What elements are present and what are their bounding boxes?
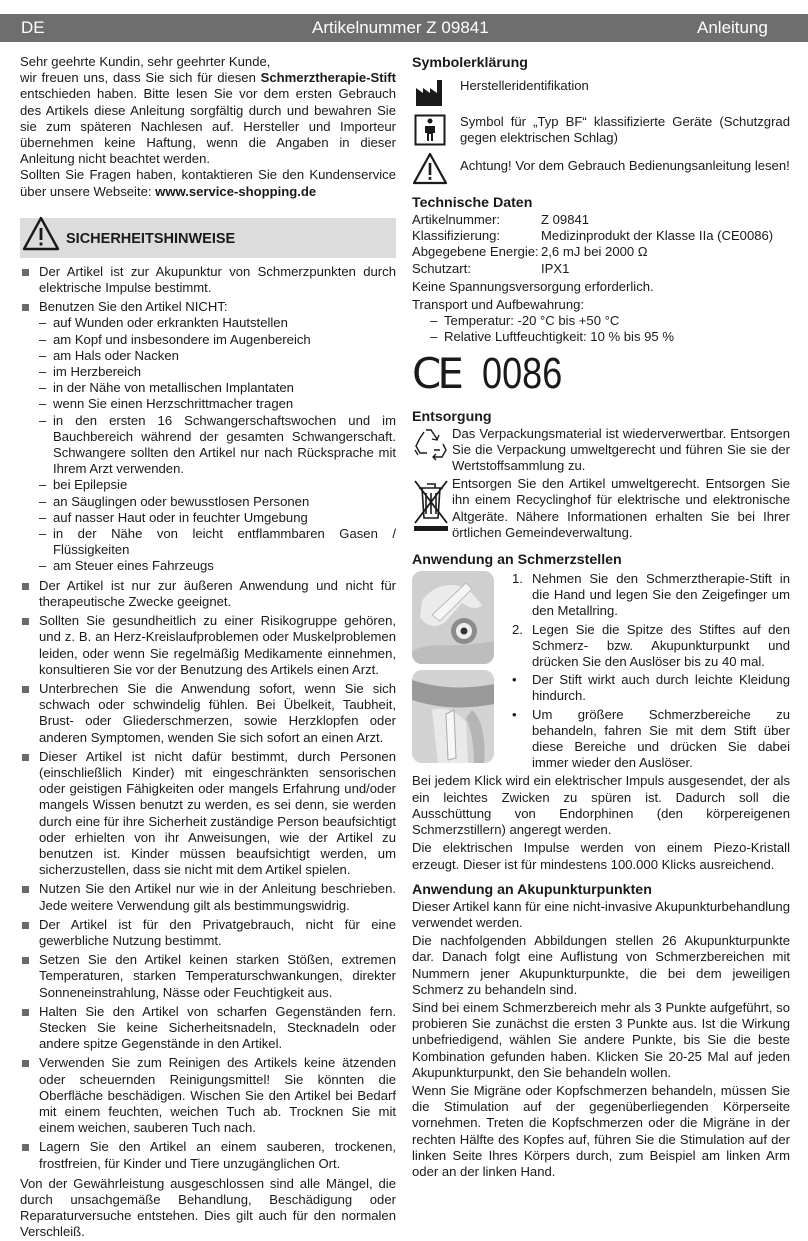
acupuncture-title: Anwendung an Akupunkturpunkten [412,881,652,898]
list-item: – in der Nähe von leicht entflammbaren Gasen / Flüssigkeiten [39,526,396,558]
left-column [20,54,396,1241]
disposal-packaging: Das Verpackungsmaterial ist wiederverwertbar. Entsorgen Sie die Verpackung umweltgerecht und führen Sie sie der Wertstoffsammlung zu. [412,426,790,475]
pen-on-finger-illustration [412,571,494,664]
list-item: – in der Nähe von metallischen Implantaten [39,380,396,396]
list-item: – auf Wunden oder erkrankten Hautstellen [39,315,396,331]
list-item: Verwenden Sie zum Reinigen des Artikels keine ätzenden oder scheuernden Reinigungsmittel! Sie könnten die Oberfläche beschädigen. Wischen Sie den Artikel bei Bedarf mit einem feuchten, weichen Tuch ab. Trocknen Sie mit einem weichen, sauberen Tuch nach. [20,1055,396,1136]
disposal-title: Entsorgung [412,408,492,425]
list-item: Lagern Sie den Artikel an einem sauberen, trockenen, frostfreien, für Kinder und Tiere unzugänglichen Ort. [20,1139,396,1171]
safety-title: SICHERHEITSHINWEISE [66,230,236,247]
symbol-row-manufacturer: Herstelleridentifikation [412,76,790,114]
list-item: Setzen Sie den Artikel keinen starken Stößen, extremen Temperaturen, starken Temperaturschwankungen, direkter Sonneneinstrahlung, Nässe oder Feuchtigkeit aus. [20,952,396,1001]
page-header [0,14,808,42]
list-item: Benutzen Sie den Artikel NICHT: – auf Wunden oder erkrankten Hautstellen – am Kopf und insbesondere im Augenbereich – am Hals oder Nacken – im Herzbereich – in der Nähe von metallischen Implantaten – wenn Sie einen Herzschrittmacher tragen – in den ersten 16 Schwangerschaftswochen und im Bauchbereich während der gesamten Schwangerschaft. Schwangere sollten den Artikel nur nach Rücksprache mit Ihrem Arzt verwenden. – bei Epilepsie – an Säuglingen oder bewusstlosen Personen – auf nasser Haut oder in feuchter Umgebung – in der Nähe von leicht entflammbaren Gasen / Flüssigkeiten – am Steuer eines Fahrzeugs [20,299,396,574]
list-item: Halten Sie den Artikel von scharfen Gegenständen fern. Stecken Sie keine Sicherheitsnadeln, Stecknadeln oder andere spitze Gegenstände in den Artikel. [20,1004,396,1053]
pen-on-arm-illustration [412,670,494,763]
list-item: Dieser Artikel ist nicht dafür bestimmt, durch Personen (einschließlich Kinder) mit eingeschränkten sensorischen oder geistigen Fähigkeiten oder mangels Erfahrung und/oder mangels Wissen benutzt zu werden, es sei denn, sie werden durch eine für ihre Sicherheit zuständige Person beaufsichtigt oder erhielten von ihr Anweisungen, wie der Artikel zu benutzen ist. Kinder müssen beaufsichtigt werden, um sicherzustellen, dass sie nicht mit dem Artikel spielen. [20,749,396,879]
manufacturer-icon [414,78,444,108]
list-item: Sollten Sie gesundheitlich zu einer Risikogruppe gehören, und z. B. an Herz-Kreislaufproblemen oder Muskelproblemen leiden, oder wenn Sie regelmäßig Medikamente einnehmen, konsultieren Sie vor der Benutzung des Artikels einen Arzt. [20,613,396,678]
tech-row: Artikelnummer: Z 09841 [412,212,590,227]
document-type: Anleitung [697,18,768,37]
usage-title: Anwendung an Schmerzstellen [412,552,622,569]
intro-section [20,54,396,200]
list-item: – bei Epilepsie [39,477,396,493]
usage-block [412,571,790,773]
list-item: – Temperatur: -20 °C bis +50 °C [430,313,790,329]
tech-row: Klassifizierung: Medizinprodukt der Klasse IIa (CE0086) [412,228,774,244]
list-item: 2. Legen Sie die Spitze des Stiftes auf den Schmerz- bzw. Akupunkturpunkt und drücken Sie den Auslöser bis zu 40 mal. [512,621,790,670]
article-number: Artikelnummer Z 09841 [312,18,489,37]
acupuncture-paragraph: Sind bei einem Schmerzbereich mehr als 3 Punkte aufgeführt, so probieren Sie zunächst die ersten 3 Punkte aus. Ist die Wirkung unbefriedigend, wählen Sie andere Punkte, bis Sie die beste Kombination gefunden haben. Klicken Sie 20-25 Mal auf jeden Akupunkturpunkt, den Sie behandeln wollen. [412,999,790,1080]
ce-logo: CE [412,348,460,398]
list-item: • Um größere Schmerzbereiche zu behandeln, fahren Sie mit dem Stift über diese Bereiche und drücken Sie dabei immer wieder den Auslöser. [512,706,790,771]
type-bf-icon [414,114,446,146]
list-item: – auf nasser Haut oder in feuchter Umgebung [39,510,396,526]
ce-mark [412,348,790,400]
list-item: 1. Nehmen Sie den Schmerztherapie-Stift in die Hand und legen Sie den Zeigefinger um den Metallring. [512,571,790,619]
arm-pen-photo [412,670,494,763]
tech-row: Abgegebene Energie: 2,6 mJ bei 2000 Ω [412,244,648,260]
usage-steps [512,571,790,773]
list-item: Unterbrechen Sie die Anwendung sofort, wenn Sie sich schwach oder schwindelig fühlen. Bei Übelkeit, Taubheit, Brust- oder Gliederschmerzen, sowie Herzklopfen oder anderen Symptomen, wenden Sie sich sofort an einen Arzt. [20,681,396,746]
warranty-text: Von der Gewährleistung ausgeschlossen sind alle Mängel, die durch unsachgemäße Behandlung, Beschädigung oder Reparaturversuche entstehen. Dies gilt auch für den normalen Verschleiß. [20,1175,396,1240]
right-column [412,54,790,1180]
tech-row: Schutzart: IPX1 [412,260,570,276]
warning-triangle-icon [22,215,60,253]
not-use-list [39,315,396,574]
list-item: – am Steuer eines Fahrzeugs [39,558,396,574]
list-item: Der Artikel ist zur Akupunktur von Schmerzpunkten durch elektrische Impulse bestimmt. [20,264,396,296]
symbols-title: Symbolerklärung [412,55,528,71]
list-item: Nutzen Sie den Artikel nur wie in der Anleitung beschrieben. Jede weitere Verwendung gilt als bestimmungswidrig. [20,881,396,913]
usage-paragraph: Die elektrischen Impulse werden von einem Piezo-Kristall erzeugt. Dieser ist für mindestens 100.000 Klicks ausreichend. [412,840,790,872]
acupuncture-paragraph: Die nachfolgenden Abbildungen stellen 26 Akupunkturpunkte dar. Danach folgt eine Auflistung von Schmerzbereichen mit Nummern jener Akupunkturpunkte, die bei dem jeweiligen Schmerz zu behandeln sind. [412,933,790,997]
website-link[interactable]: www.service-shopping.de [155,183,317,199]
symbol-row-bf: Symbol für „Typ BF“ klassifizierte Geräte (Schutzgrad gegen elektrischen Schlag) [412,114,790,156]
list-item: – in den ersten 16 Schwangerschaftswochen und im Bauchbereich während der gesamten Schwangerschaft. Schwangere sollten den Artikel nur nach Rücksprache mit Ihrem Arzt verwenden. [39,413,396,478]
language-label: DE [21,18,45,37]
list-item: – im Herzbereich [39,364,396,380]
greeting: Sehr geehrte Kundin, sehr geehrter Kunde, [20,54,271,69]
list-item: • Der Stift wirkt auch durch leichte Kleidung hindurch. [512,672,790,704]
storage-conditions [430,313,790,345]
contact-paragraph: Sollten Sie Fragen haben, kontaktieren Sie den Kundenservice über unsere Webseite: www.service-shopping.de [20,167,396,199]
disposal-device: Entsorgen Sie den Artikel umweltgerecht. Entsorgen Sie ihn einem Recyclinghof für elektrische und elektronische Altgeräte. Nähere Informationen erhalten Sie bei Ihrer örtlichen Gemeindeverwaltung. [412,476,790,541]
hand-pen-photo [412,571,494,664]
list-item: – am Kopf und insbesondere im Augenbereich [39,332,396,348]
usage-illustrations [412,571,494,773]
symbol-row-attention: Achtung! Vor dem Gebrauch Bedienungsanleitung lesen! [412,156,790,192]
power-note: Keine Spannungsversorgung erforderlich. [412,278,654,294]
acupuncture-paragraph: Wenn Sie Migräne oder Kopfschmerzen behandeln, müssen Sie die Stimulation auf der gegenüberliegenden Körperseite vornehmen. Treten die Kopfschmerzen oder die Migräne in der rechten Hälfte des Kopfes auf, führen Sie die Stimulation auf der linken Seite Ihres Körpers durch, zum Beispiel am linken Arm oder an der linken Hand. [412,1082,790,1179]
list-item: – am Hals oder Nacken [39,348,396,364]
list-item: Der Artikel ist nur zur äußeren Anwendung und nicht für therapeutische Zwecke geeignet. [20,578,396,610]
recycling-icon [412,426,450,462]
attention-triangle-icon [412,152,448,186]
list-item: Der Artikel ist für den Privatgebrauch, nicht für eine gewerbliche Nutzung bestimmt. [20,917,396,949]
list-item: – Relative Luftfeuchtigkeit: 10 % bis 95 % [430,329,790,345]
notified-body-number: 0086 [482,348,563,398]
usage-paragraph: Bei jedem Klick wird ein elektrischer Impuls ausgesendet, der als ein leichtes Zwicken zu spüren ist. Dadurch soll die Ausschüttung von Endorphinen (den körpereigenen Schmerzstillern) angeregt werden. [412,773,790,838]
intro-paragraph: wir freuen uns, dass Sie sich für diesen Schmerztherapie-Stift entschieden haben. Bitte lesen Sie vor dem ersten Gebrauch des Artikels diese Anleitung sorgfältig durch und bewahren Sie sie zum späteren Nachlesen auf. Hersteller und Importeur übernehmen keine Haftung, wenn die Angaben in dieser Anleitung nicht beachtet werden. [20,70,396,167]
safety-list [20,264,396,1172]
transport-label: Transport und Aufbewahrung: [412,297,585,313]
list-item: – wenn Sie einen Herzschrittmacher tragen [39,396,396,412]
acupuncture-paragraph: Dieser Artikel kann für eine nicht-invasive Akupunkturbehandlung verwendet werden. [412,898,790,930]
safety-heading-bar [20,218,396,258]
tech-title: Technische Daten [412,195,533,211]
crossed-bin-icon [412,476,450,534]
list-item: – an Säuglingen oder bewusstlosen Personen [39,494,396,510]
